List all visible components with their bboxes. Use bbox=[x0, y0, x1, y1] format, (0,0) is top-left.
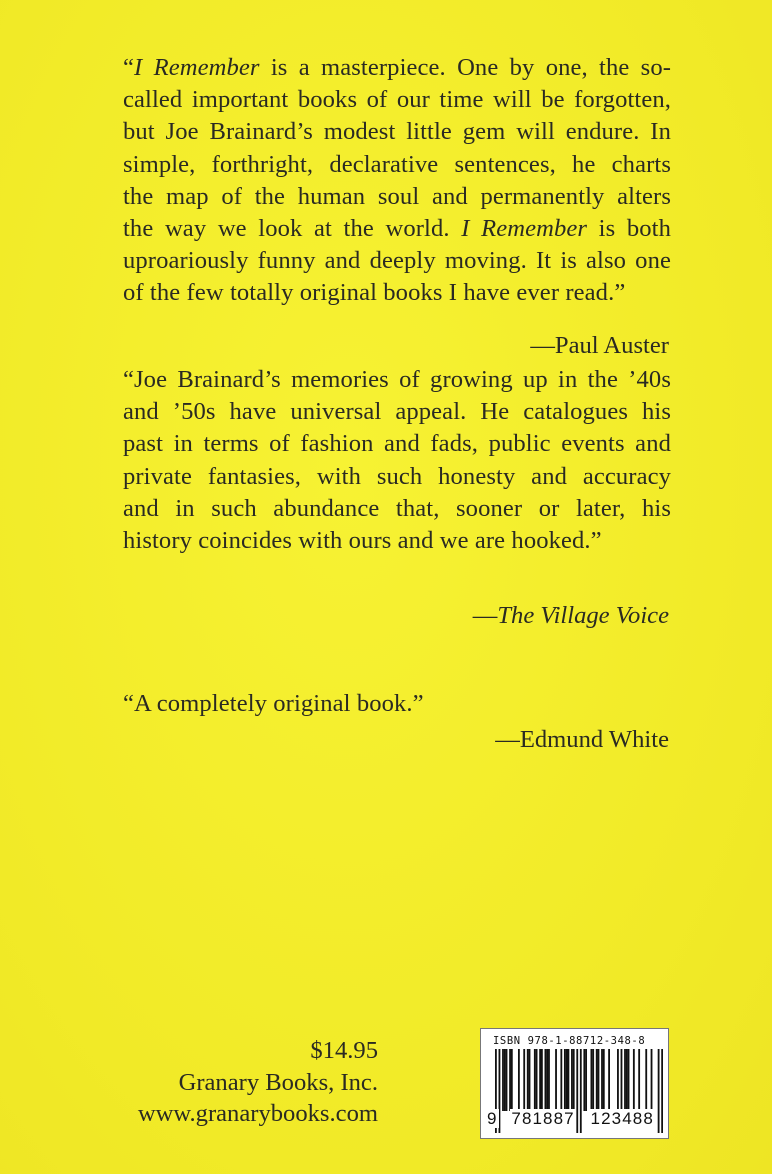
barcode-bar bbox=[628, 1049, 630, 1111]
barcode-bar bbox=[645, 1049, 647, 1111]
isbn-barcode bbox=[480, 1028, 669, 1139]
quote-line: the map of the human soul and permanently alters bbox=[123, 182, 671, 210]
barcode-bar bbox=[573, 1049, 575, 1111]
quote-line: and ’50s have universal appeal. He catalogues his bbox=[123, 398, 671, 426]
publisher-info bbox=[138, 1035, 378, 1130]
attribution-paul-auster: —Paul Auster bbox=[530, 332, 669, 359]
quote-paul-auster bbox=[123, 52, 671, 310]
barcode-bar bbox=[633, 1049, 635, 1111]
barcode-bar bbox=[571, 1049, 573, 1111]
barcode-bar bbox=[603, 1049, 605, 1111]
quote-line: of the few totally original books I have ever read.” bbox=[123, 279, 626, 307]
attribution-dash: — bbox=[472, 602, 498, 629]
quote-village-voice bbox=[123, 364, 671, 557]
barcode-bar bbox=[539, 1049, 541, 1111]
barcode-bar bbox=[608, 1049, 610, 1111]
barcode-bar bbox=[624, 1049, 626, 1111]
barcode-bar bbox=[536, 1049, 538, 1111]
publisher-name: Granary Books, Inc. bbox=[178, 1068, 378, 1096]
barcode-bar bbox=[564, 1049, 566, 1111]
quote-line: the way we look at the world. I Remember is both bbox=[123, 215, 671, 243]
barcode-bar bbox=[568, 1049, 570, 1111]
barcode-left-group: 781887 bbox=[511, 1109, 575, 1128]
barcode-bar bbox=[590, 1049, 592, 1111]
barcode-bar bbox=[541, 1049, 543, 1111]
attribution-edmund-white: —Edmund White bbox=[495, 726, 669, 753]
quote-edmund-white bbox=[123, 688, 671, 720]
barcode-right-group: 123488 bbox=[590, 1109, 654, 1128]
quote-line: and in such abundance that, sooner or later, his bbox=[123, 494, 671, 522]
barcode-bar bbox=[545, 1049, 547, 1111]
quote-line: “I Remember is a masterpiece. One by one, the so- bbox=[123, 54, 672, 81]
barcode-bar bbox=[638, 1049, 640, 1111]
barcode-bar bbox=[555, 1049, 557, 1111]
barcode-bar bbox=[598, 1049, 600, 1111]
quote-line: history coincides with ours and we are hooked.” bbox=[123, 527, 602, 555]
barcode-bar bbox=[626, 1049, 628, 1111]
quote-line: past in terms of fashion and fads, public events and bbox=[123, 430, 671, 458]
barcode-bar bbox=[601, 1049, 603, 1111]
barcode-bar bbox=[548, 1049, 550, 1111]
barcode-bar bbox=[651, 1049, 653, 1111]
attribution-source: The Village Voice bbox=[497, 602, 669, 629]
barcode-bar bbox=[566, 1049, 568, 1111]
quote-line: “A completely original book.” bbox=[123, 690, 424, 717]
quote-line: simple, forthright, declarative sentences, he charts bbox=[123, 150, 671, 178]
quote-line: uproariously funny and deeply moving. It is also one bbox=[123, 247, 671, 275]
quote-line: “Joe Brainard’s memories of growing up in the ’40s bbox=[123, 366, 671, 393]
barcode-bar bbox=[518, 1049, 520, 1111]
isbn-label: ISBN 978-1-88712-348-8 bbox=[493, 1035, 646, 1047]
barcode-bar bbox=[511, 1049, 513, 1111]
barcode-bar bbox=[592, 1049, 594, 1111]
barcode-bar bbox=[560, 1049, 562, 1111]
barcode-bar bbox=[529, 1049, 531, 1111]
attribution-village-voice bbox=[473, 600, 669, 632]
barcode-bar bbox=[585, 1049, 587, 1111]
barcode-bar bbox=[583, 1049, 585, 1111]
barcode-bar bbox=[509, 1049, 511, 1111]
barcode-bar bbox=[504, 1049, 506, 1111]
quote-line: private fantasies, with such honesty and accuracy bbox=[123, 462, 671, 490]
quote-line: called important books of our time will be forgotten, bbox=[123, 86, 671, 114]
barcode-bar bbox=[506, 1049, 508, 1111]
quote-line: but Joe Brainard’s modest little gem will endure. In bbox=[123, 118, 671, 146]
barcode-bar bbox=[546, 1049, 548, 1111]
barcode-digits bbox=[486, 1109, 666, 1129]
barcode-bar bbox=[596, 1049, 598, 1111]
barcode-bar bbox=[617, 1049, 619, 1111]
publisher-website: www.granarybooks.com bbox=[137, 1100, 378, 1127]
barcode-bar bbox=[502, 1049, 504, 1111]
barcode-bar bbox=[534, 1049, 536, 1111]
barcode-bar bbox=[523, 1049, 525, 1111]
barcode-first-digit: 9 bbox=[487, 1109, 498, 1128]
price: $14.95 bbox=[310, 1037, 378, 1064]
barcode-bar bbox=[621, 1049, 623, 1111]
barcode-bar bbox=[527, 1049, 529, 1111]
